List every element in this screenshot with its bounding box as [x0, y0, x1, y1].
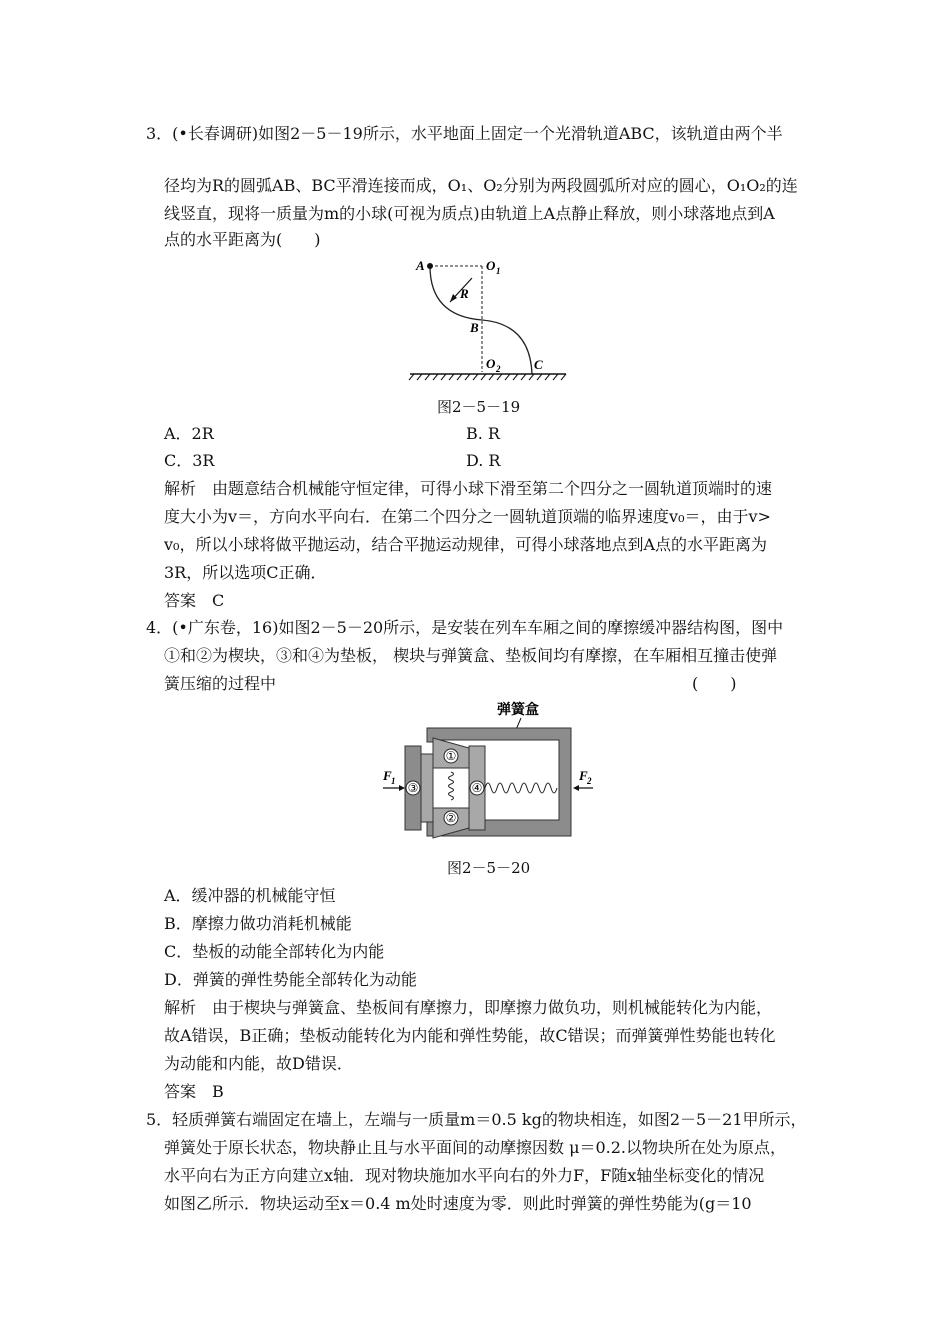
force-f1-label: F: [383, 768, 392, 783]
q5-line-4: 如图乙所示．物块运动至x＝0.4 m处时速度为零．则此时弹簧的弹性势能为(g＝10: [164, 1194, 752, 1213]
q3-analysis-3: v₀，所以小球将做平抛运动，结合平抛运动规律，可得小球落地点到A点的水平距离为: [164, 535, 768, 554]
label-r: R: [460, 286, 469, 301]
q3-line-3: 线竖直，现将一质量为m的小球(可视为质点)由轨道上A点静止释放，则小球落地点到A: [164, 204, 775, 223]
q3-line-4: 点的水平距离为( ): [164, 230, 321, 249]
label-o1: O: [486, 258, 496, 273]
force-f2-arrowhead: [573, 785, 579, 791]
label-a: A: [416, 258, 425, 273]
figure-caption-19: 图2－5－19: [437, 398, 521, 416]
q4-line-1: 4．(•广东卷，16)如图2－5－20所示，是安装在列车车厢之间的摩擦缓冲器结构图，图中: [146, 618, 784, 637]
force-f1-arrowhead: [399, 785, 405, 791]
q4-analysis-3: 为动能和内能，故D错误．: [164, 1054, 353, 1073]
figure-track-abc: [400, 250, 580, 390]
q5-line-1: 5．轻质弹簧右端固定在墙上，左端与一质量m＝0.5 kg的物块相连，如图2－5－21甲所示，: [146, 1110, 807, 1129]
q3-analysis-1: 解析 由题意结合机械能守恒定律，可得小球下滑至第二个四分之一圆轨道顶端时的速: [164, 479, 773, 498]
q4-option-a: A．缓冲器的机械能守恒: [164, 886, 336, 905]
label-o2-sub: 2: [496, 364, 501, 374]
spring-box-label: 弹簧盒: [497, 702, 539, 718]
q3-option-d: D. R: [466, 451, 501, 470]
q4-analysis-1: 解析 由于楔块与弹簧盒、垫板间有摩擦力，即摩擦力做负功，则机械能转化为内能，: [164, 998, 773, 1017]
figure-caption-20: 图2－5－20: [447, 859, 531, 877]
q4-analysis-2: 故A错误，B正确；垫板动能转化为内能和弹性势能，故C错误；而弹簧弹性势能也转化: [164, 1026, 776, 1045]
track-arc: [430, 266, 532, 374]
label-o2: O: [486, 356, 496, 371]
ball: [427, 263, 433, 269]
pad-3: [421, 754, 433, 822]
label-b: B: [470, 320, 479, 335]
q3-option-c: C．3R: [164, 451, 215, 470]
small-spring: [449, 772, 454, 800]
q3-answer: 答案 C: [164, 591, 225, 610]
q3-analysis-4: 3R，所以选项C正确．: [164, 563, 327, 582]
q4-answer: 答案 B: [164, 1082, 224, 1101]
q5-line-3: 水平向右为正方向建立x轴．现对物块施加水平向右的外力F，F随x轴坐标变化的情况: [164, 1166, 765, 1185]
q4-option-c: C．垫板的动能全部转化为内能: [164, 942, 385, 961]
force-f2-sub: 2: [587, 776, 592, 786]
ground-hatch: [409, 374, 566, 380]
q4-line-2: ①和②为楔块，③和④为垫板， 楔块与弹簧盒、垫板间均有摩擦，在车厢相互撞击使弹: [164, 646, 778, 665]
q3-line-1: 3．(•长春调研)如图2－5－19所示，水平地面上固定一个光滑轨道ABC，该轨道由两个半: [146, 124, 783, 143]
q3-analysis-2: 度大小为v＝，方向水平向右．在第二个四分之一圆轨道顶端的临界速度v₀＝，由于v>: [164, 507, 771, 526]
label-c: C: [534, 357, 543, 372]
marker-1-label: ①: [445, 749, 457, 763]
q5-line-2: 弹簧处于原长状态，物块静止且与水平面间的动摩擦因数 μ＝0.2.以物块所在处为原点，: [164, 1138, 787, 1157]
q4-option-b: B．摩擦力做功消耗机械能: [164, 914, 352, 933]
force-f2-label: F: [579, 768, 588, 783]
q3-option-a: A．2R: [164, 424, 214, 443]
marker-4-label: ④: [471, 781, 483, 795]
q4-line-3: 簧压缩的过程中 ( ): [164, 674, 737, 693]
q3-line-2: 径均为R的圆弧AB、BC平滑连接而成，O₁、O₂分别为两段圆弧所对应的圆心，O₁O₂的连: [164, 176, 798, 195]
q4-option-d: D．弹簧的弹性势能全部转化为动能: [164, 970, 417, 989]
force-f1-sub: 1: [391, 776, 396, 786]
marker-3-label: ③: [407, 781, 419, 795]
figure-buffer: [375, 696, 605, 846]
main-spring: [485, 783, 557, 793]
label-o1-sub: 1: [496, 266, 501, 276]
marker-2-label: ②: [445, 811, 457, 825]
q3-option-b: B. R: [466, 424, 500, 443]
